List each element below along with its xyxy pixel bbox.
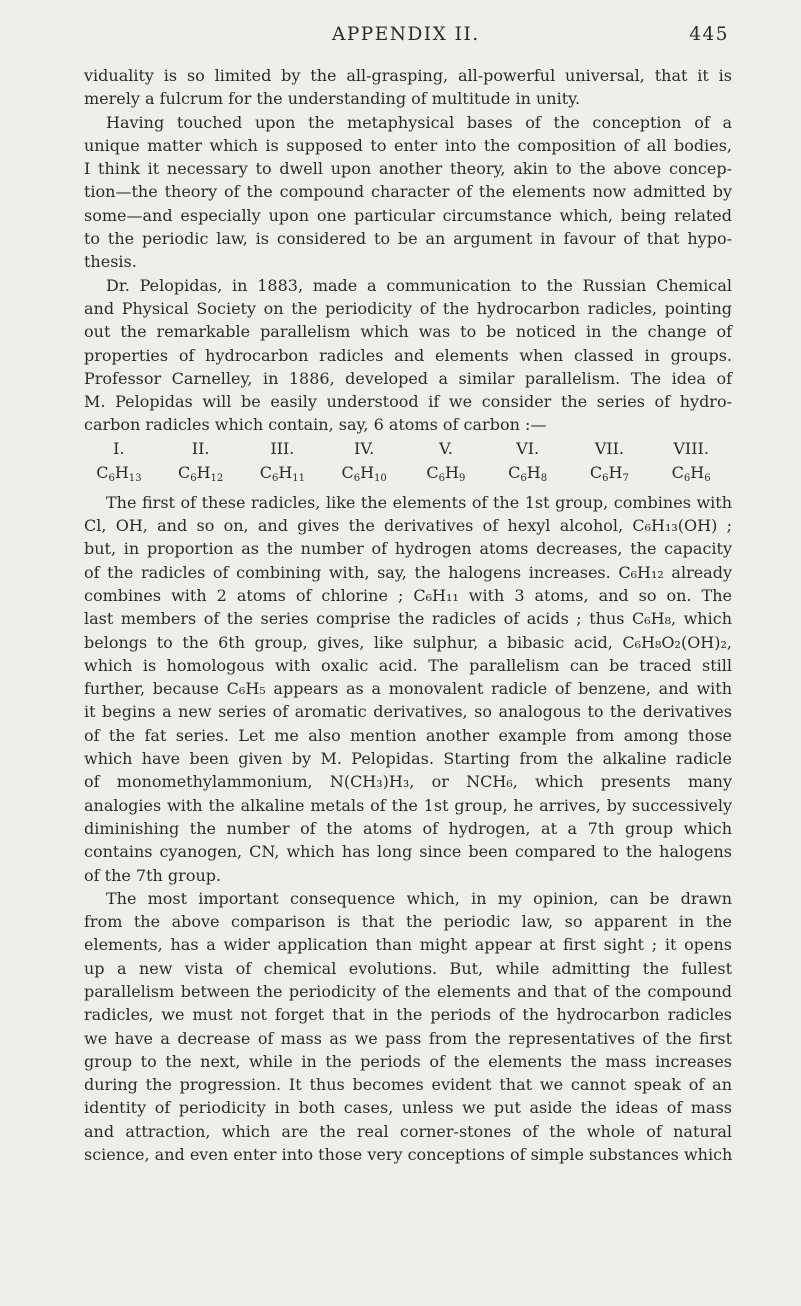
- text-line: and Physical Society on the periodicity of the hydrocarbon radicles, pointing: [84, 298, 732, 318]
- text-line: tion—the theory of the compound character of the elements now admitted by: [84, 182, 732, 202]
- carbon-count: 6: [602, 472, 609, 484]
- hydrogen-count: 8: [540, 472, 548, 484]
- carbon-count: 6: [683, 472, 691, 484]
- radicle-formula: [78, 461, 160, 491]
- hydrogen-count: 11: [292, 472, 306, 484]
- text-line: parallelism between the periodicity of the elements and that of the compound: [84, 981, 732, 1001]
- hydrogen-symbol: H: [526, 462, 541, 482]
- group-numeral: VI.: [516, 438, 540, 458]
- group-numeral: VII.: [594, 438, 625, 458]
- carbon-symbol: C: [341, 462, 354, 482]
- hydrocarbon-radicle-series: [78, 437, 732, 491]
- carbon-symbol: C: [96, 462, 109, 482]
- hydrogen-symbol: H: [690, 462, 705, 482]
- text-line: Having touched upon the metaphysical bases of the conception of a: [106, 112, 732, 132]
- text-line: elements, has a wider application than might appear at first sight ; it opens: [84, 935, 732, 955]
- text-line: and attraction, which are the real corner-stones of the whole of natural: [84, 1121, 732, 1141]
- body-text: [84, 64, 732, 1166]
- text-line: analogies with the alkaline metals of the 1st group, he arrives, by successively: [84, 795, 732, 815]
- carbon-count: 6: [520, 472, 527, 484]
- text-line: thesis.: [84, 252, 137, 272]
- text-line: which is homologous with oxalic acid. The parallelism can be traced still: [84, 655, 732, 675]
- text-line: combines with 2 atoms of chlorine ; C₆H₁₁ with 3 atoms, and so on. The: [84, 585, 732, 605]
- hydrogen-symbol: H: [278, 462, 293, 482]
- group-numeral: II.: [191, 438, 210, 458]
- text-line: The most important consequence which, in my opinion, can be drawn: [106, 888, 732, 908]
- hydrogen-count: 9: [458, 472, 466, 484]
- radicle-formula: [569, 461, 651, 491]
- text-line: group to the next, while in the periods of the elements the mass increases: [84, 1051, 732, 1071]
- text-line: The first of these radicles, like the elements of the 1st group, combines with: [106, 492, 732, 512]
- text-line: up a new vista of chemical evolutions. But, while admitting the fullest: [84, 958, 732, 978]
- carbon-count: 6: [271, 472, 279, 484]
- group-numeral: V.: [438, 438, 453, 458]
- radicle-formula: [160, 461, 242, 491]
- carbon-count: 6: [190, 472, 197, 484]
- carbon-count: 6: [108, 472, 115, 484]
- text-line: which have been given by M. Pelopidas. Starting from the alkaline radicle: [84, 749, 732, 769]
- group-numeral: III.: [270, 438, 295, 458]
- text-line: identity of periodicity in both cases, unless we put aside the ideas of mass: [84, 1098, 732, 1118]
- carbon-symbol: C: [508, 462, 521, 482]
- page-header: [92, 24, 729, 52]
- radicle-formula: [487, 461, 569, 491]
- text-line: viduality is so limited by the all-grasping, all-powerful universal, that it is: [84, 66, 732, 85]
- text-line: belongs to the 6th group, gives, like sulphur, a bibasic acid, C₆H₈O₂(OH)₂,: [84, 632, 732, 652]
- carbon-count: 6: [353, 472, 361, 484]
- paragraphs-before-series: [84, 64, 732, 437]
- text-line: last members of the series comprise the radicles of acids ; thus C₆H₈, which: [84, 609, 732, 629]
- radicle-formula: [323, 461, 405, 491]
- page-number: 445: [689, 24, 729, 45]
- text-line: merely a fulcrum for the understanding of multitude in unity.: [84, 89, 581, 109]
- hydrogen-count: 7: [622, 472, 629, 484]
- text-line: carbon radicles which contain, say, 6 atoms of carbon :—: [84, 415, 547, 435]
- carbon-symbol: C: [177, 462, 191, 482]
- text-line: we have a decrease of mass as we pass from the representatives of the first: [84, 1028, 732, 1048]
- radicle-formula: [242, 461, 324, 491]
- hydrogen-symbol: H: [445, 462, 459, 482]
- running-title: APPENDIX II.: [332, 24, 480, 45]
- text-line: unique matter which is supposed to enter into the composition of all bodies,: [84, 135, 732, 155]
- text-line: of the fat series. Let me also mention another example from among those: [84, 725, 732, 745]
- text-line: Cl, OH, and so on, and gives the derivatives of hexyl alcohol, C₆H₁₃(OH) ;: [84, 516, 732, 536]
- hydrogen-symbol: H: [608, 462, 623, 482]
- text-line: I think it necessary to dwell upon another theory, akin to the above concep-: [84, 159, 732, 179]
- group-numeral: IV.: [354, 438, 375, 458]
- text-line: science, and even enter into those very conceptions of simple substances which: [84, 1145, 733, 1165]
- text-line: during the progression. It thus becomes evident that we cannot speak of an: [84, 1075, 732, 1095]
- text-line: radicles, we must not forget that in the periods of the hydrocarbon radicles: [84, 1005, 732, 1025]
- hydrogen-symbol: H: [360, 462, 375, 482]
- group-numeral: I.: [113, 438, 125, 458]
- hydrogen-count: 12: [210, 472, 224, 484]
- text-line: Professor Carnelley, in 1886, developed a similar parallelism. The idea of: [84, 368, 732, 388]
- hydrogen-symbol: H: [114, 462, 129, 482]
- text-line: from the above comparison is that the periodic law, so apparent in the: [84, 912, 732, 932]
- text-line: of the 7th group.: [84, 865, 222, 885]
- carbon-symbol: C: [589, 462, 603, 482]
- hydrogen-symbol: H: [196, 462, 211, 482]
- text-line: it begins a new series of aromatic derivatives, so analogous to the derivatives: [84, 702, 732, 722]
- hydrogen-count: 10: [374, 472, 387, 484]
- hydrogen-count: 13: [128, 472, 142, 484]
- text-line: but, in proportion as the number of hydrogen atoms decreases, the capacity: [84, 539, 732, 559]
- text-line: contains cyanogen, CN, which has long since been compared to the halogens: [84, 842, 732, 862]
- text-line: of monomethylammonium, N(CH₃)H₃, or NCH₆, which presents many: [84, 772, 732, 792]
- group-numeral: VIII.: [673, 438, 709, 458]
- text-line: some—and especially upon one particular circumstance which, being related: [84, 205, 732, 225]
- text-line: to the periodic law, is considered to be an argument in favour of that hypo-: [84, 229, 732, 249]
- radicle-formula: [650, 461, 732, 491]
- paragraphs-after-series: [84, 491, 732, 1167]
- text-line: properties of hydrocarbon radicles and elements when classed in groups.: [84, 345, 732, 365]
- text-line: diminishing the number of the atoms of hydrogen, at a 7th group which: [84, 818, 732, 838]
- hydrogen-count: 6: [704, 472, 711, 484]
- text-line: M. Pelopidas will be easily understood if we consider the series of hydro-: [84, 392, 732, 412]
- carbon-symbol: C: [671, 462, 684, 482]
- carbon-count: 6: [438, 472, 446, 484]
- text-line: further, because C₆H₅ appears as a monovalent radicle of benzene, and with: [84, 679, 732, 699]
- carbon-symbol: C: [259, 462, 272, 482]
- text-line: of the radicles of combining with, say, the halogens increases. C₆H₁₂ already: [84, 562, 732, 582]
- carbon-symbol: C: [426, 462, 439, 482]
- text-line: out the remarkable parallelism which was to be noticed in the change of: [84, 322, 732, 342]
- text-line: Dr. Pelopidas, in 1883, made a communication to the Russian Chemical: [106, 275, 732, 295]
- radicle-formula: [405, 461, 487, 491]
